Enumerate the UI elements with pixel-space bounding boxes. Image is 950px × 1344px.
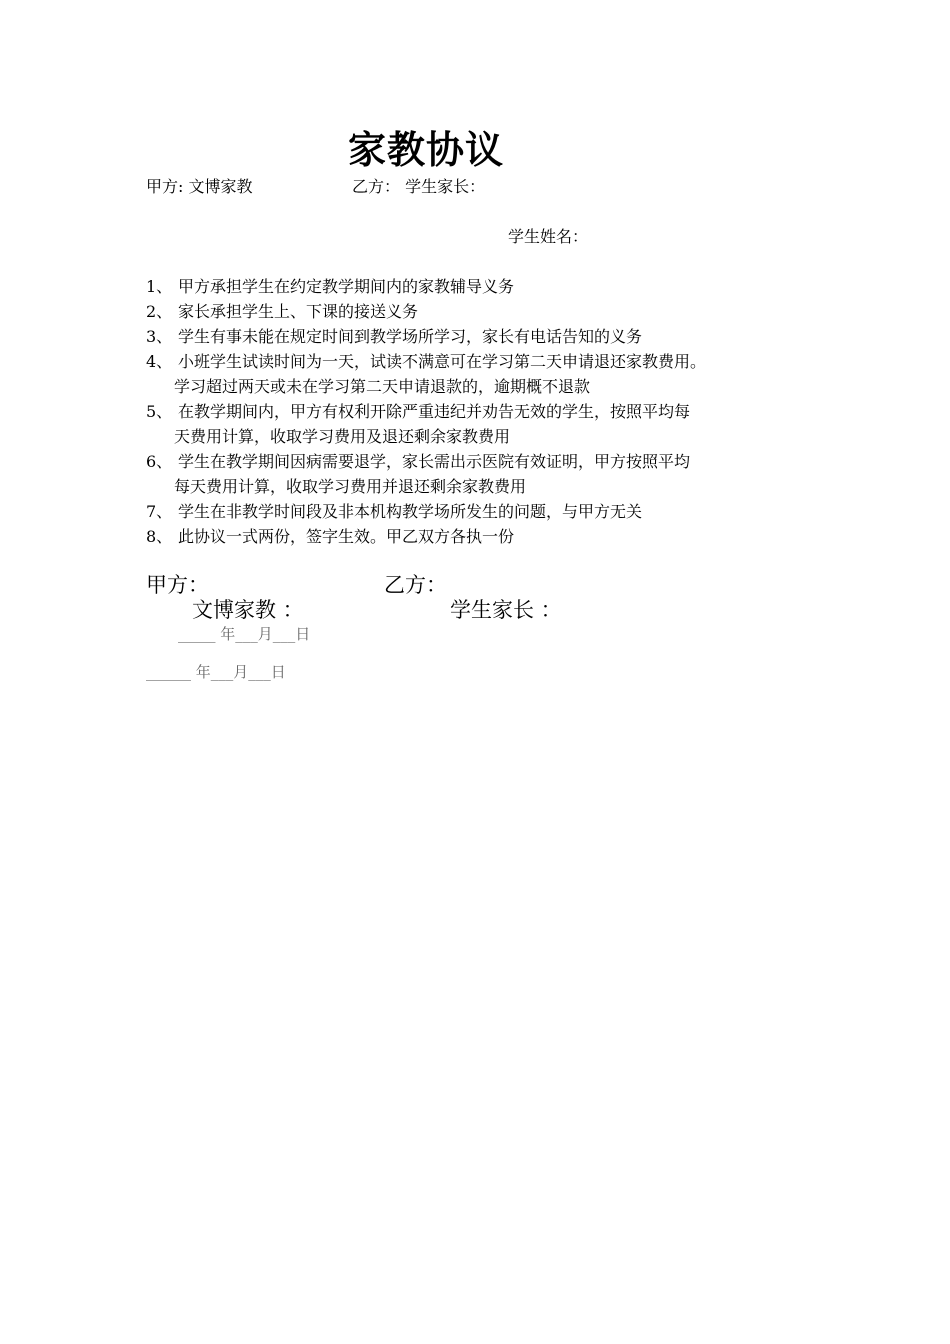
signature-party-b-label: 乙方： (384, 573, 447, 597)
term-text (178, 274, 514, 299)
term-item (146, 349, 846, 399)
term-number: 7、 (146, 502, 173, 521)
term-item (146, 324, 846, 349)
term-text (178, 499, 642, 524)
term-line: 家长承担学生上、下课的接送义务 (178, 302, 419, 321)
term-number: 1、 (146, 277, 173, 296)
term-text (174, 449, 691, 499)
term-text (178, 299, 418, 324)
term-line: 天费用计算，收取学习费用及退还剩余家教费用 (174, 427, 511, 446)
term-line: 学生有事未能在规定时间到教学场所学习，家长有电话告知的义务 (178, 327, 643, 346)
term-number: 3、 (146, 327, 173, 346)
signature-party-a-label: 甲方： (146, 573, 209, 597)
signature-date-1: _____ 年___月___日 (178, 625, 311, 643)
term-line: 学习超过两天或未在学习第二天申请退款的，逾期概不退款 (174, 377, 591, 396)
party-a-header: 甲方: 文博家教 (146, 177, 253, 196)
student-name-label: 学生姓名： (508, 227, 589, 246)
party-b-header: 乙方： 学生家长： (352, 177, 486, 196)
term-line: 在教学期间内，甲方有权利开除严重违纪并劝告无效的学生，按照平均每 (178, 402, 691, 421)
term-item (146, 449, 846, 499)
term-line: 学生在教学期间因病需要退学，家长需出示医院有效证明，甲方按照平均 (178, 452, 691, 471)
term-item (146, 399, 846, 449)
term-line: 此协议一式两份，签字生效。甲乙双方各执一份 (178, 527, 515, 546)
term-number: 5、 (146, 402, 173, 421)
signature-party-a-name: 文博家教 ： (192, 598, 304, 622)
term-text (178, 524, 514, 549)
term-line: 甲方承担学生在约定教学期间内的家教辅导义务 (178, 277, 515, 296)
term-item (146, 499, 846, 524)
term-number: 8、 (146, 527, 173, 546)
term-text (178, 324, 642, 349)
term-number: 2、 (146, 302, 173, 321)
signature-party-b-name: 学生家长 ： (450, 598, 562, 622)
term-line: 每天费用计算，收取学习费用并退还剩余家教费用 (174, 477, 527, 496)
document-title: 家教协议 (348, 128, 505, 172)
term-text (174, 399, 691, 449)
term-item (146, 274, 846, 299)
term-item (146, 524, 846, 549)
signature-date-2: ______ 年___月___日 (146, 663, 286, 681)
term-number: 4、 (146, 352, 173, 371)
term-number: 6、 (146, 452, 173, 471)
term-text (174, 349, 707, 399)
terms-list (146, 274, 846, 549)
term-item (146, 299, 846, 324)
term-line: 小班学生试读时间为一天，试读不满意可在学习第二天申请退还家教费用。 (178, 352, 707, 371)
term-line: 学生在非教学时间段及非本机构教学场所发生的问题，与甲方无关 (178, 502, 643, 521)
